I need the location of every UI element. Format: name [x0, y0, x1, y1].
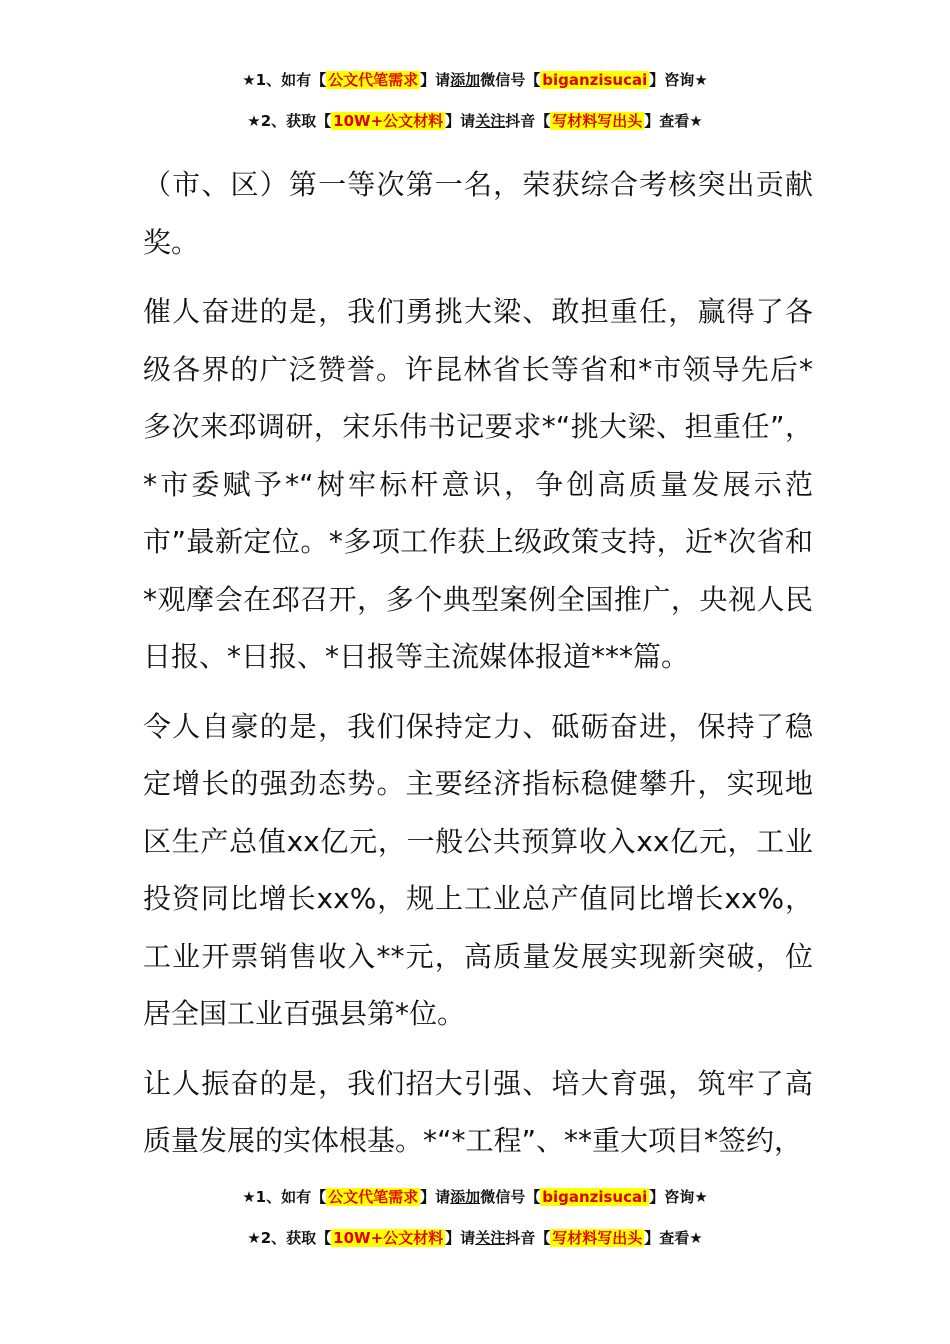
promo-text: 请 [435, 71, 451, 89]
promo-text-underlined: 关注 [475, 1229, 506, 1247]
bracket: 【 [316, 112, 332, 130]
document-body [143, 156, 813, 1170]
highlight-materials: 10W+公文材料 [333, 1229, 444, 1247]
bracket: 】 [420, 71, 436, 89]
star-icon: ★ [689, 1229, 703, 1247]
highlight-writing-service: 公文代笔需求 [328, 71, 419, 89]
bracket: 】 [649, 71, 665, 89]
promo-text: 查看 [659, 1229, 690, 1247]
paragraph: （市、区）第一等次第一名，荣获综合考核突出贡献奖。 [143, 168, 813, 259]
bracket: 】 [644, 112, 660, 130]
highlight-writing-service: 公文代笔需求 [328, 1188, 419, 1206]
bracket: 【 [525, 71, 541, 89]
highlight-douyin-account: 写材料写出头 [552, 112, 643, 130]
promo-text: 咨询 [664, 1188, 695, 1206]
promo-text: 1、如有 [255, 1188, 312, 1206]
star-icon: ★ [242, 71, 256, 89]
promo-text: 1、如有 [255, 71, 312, 89]
highlight-wechat-id: biganzisucai [542, 1188, 648, 1206]
highlight-wechat-id: biganzisucai [542, 71, 648, 89]
header-promo-line-1 [0, 69, 950, 90]
star-icon: ★ [689, 112, 703, 130]
star-icon: ★ [247, 112, 261, 130]
promo-text: 微信号 [480, 71, 526, 89]
bracket: 】 [420, 1188, 436, 1206]
promo-text: 2、获取 [260, 112, 317, 130]
bracket: 【 [525, 1188, 541, 1206]
bracket: 【 [535, 1229, 551, 1247]
promo-text-underlined: 添加 [450, 1188, 481, 1206]
footer-promo-line-2 [0, 1227, 950, 1248]
promo-text: 请 [460, 112, 476, 130]
bracket: 】 [644, 1229, 660, 1247]
bracket: 】 [649, 1188, 665, 1206]
promo-text: 抖音 [505, 112, 536, 130]
bracket: 【 [535, 112, 551, 130]
star-icon: ★ [694, 71, 708, 89]
bracket: 【 [311, 1188, 327, 1206]
promo-text: 请 [435, 1188, 451, 1206]
promo-text: 2、获取 [260, 1229, 317, 1247]
promo-text-underlined: 添加 [450, 71, 481, 89]
bracket: 】 [445, 112, 461, 130]
highlight-douyin-account: 写材料写出头 [552, 1229, 643, 1247]
paragraph: 催人奋进的是，我们勇挑大梁、敢担重任，赢得了各级各界的广泛赞誉。许昆林省长等省和*市领导先后*多次来邳调研，宋乐伟书记要求*“挑大梁、担重任”，*市委赋予*“树牢标杆意识，争创高质量发展示范市”最新定位。*多项工作获上级政策支持，近*次省和*观摩会在邳召开，多个典型案例全国推广，央视人民日报、*日报、*日报等主流媒体报道***篇。 [143, 295, 813, 673]
star-icon: ★ [694, 1188, 708, 1206]
promo-text: 咨询 [664, 71, 695, 89]
promo-text: 微信号 [480, 1188, 526, 1206]
footer-promo-line-1 [0, 1186, 950, 1207]
bracket: 【 [316, 1229, 332, 1247]
star-icon: ★ [247, 1229, 261, 1247]
header-promo-line-2 [0, 110, 950, 131]
paragraph: 令人自豪的是，我们保持定力、砥砺奋进，保持了稳定增长的强劲态势。主要经济指标稳健攀升，实现地区生产总值xx亿元，一般公共预算收入xx亿元，工业投资同比增长xx%，规上工业总产值同比增长xx%，工业开票销售收入**元，高质量发展实现新突破，位居全国工业百强县第*位。 [143, 709, 813, 1030]
promo-text: 请 [460, 1229, 476, 1247]
paragraph: 让人振奋的是，我们招大引强、培大育强，筑牢了高质量发展的实体根基。*“*工程”、**重大项目*签约， [143, 1066, 813, 1157]
bracket: 【 [311, 71, 327, 89]
star-icon: ★ [242, 1188, 256, 1206]
highlight-materials: 10W+公文材料 [333, 112, 444, 130]
promo-text: 查看 [659, 112, 690, 130]
promo-text: 抖音 [505, 1229, 536, 1247]
promo-text-underlined: 关注 [475, 112, 506, 130]
bracket: 】 [445, 1229, 461, 1247]
